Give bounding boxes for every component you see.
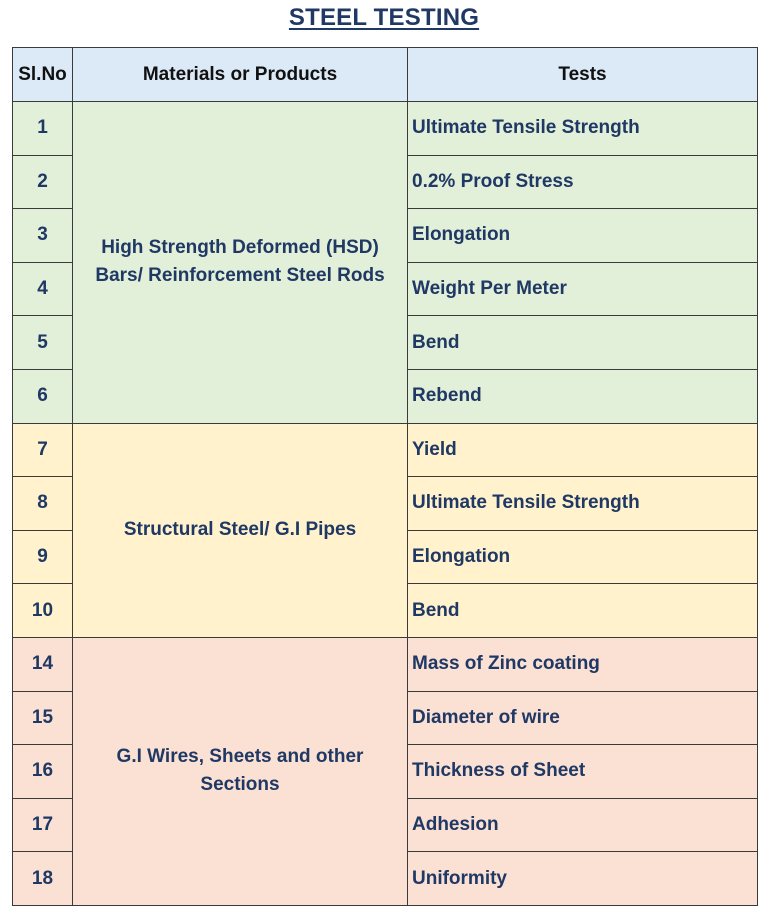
material-cell: High Strength Deformed (HSD) Bars/ Reinforcement Steel Rods	[73, 102, 408, 424]
test-cell: Bend	[408, 584, 758, 638]
test-cell: Ultimate Tensile Strength	[408, 102, 758, 156]
header-sl-no: Sl.No	[13, 48, 73, 102]
sl-no-cell: 15	[13, 691, 73, 745]
sl-no-cell: 3	[13, 209, 73, 263]
test-cell: Adhesion	[408, 798, 758, 852]
test-cell: Rebend	[408, 369, 758, 423]
sl-no-cell: 1	[13, 102, 73, 156]
sl-no-cell: 14	[13, 637, 73, 691]
sl-no-cell: 2	[13, 155, 73, 209]
sl-no-cell: 18	[13, 852, 73, 906]
test-cell: Elongation	[408, 530, 758, 584]
test-cell: Uniformity	[408, 852, 758, 906]
page-title: STEEL TESTING	[288, 4, 480, 31]
test-cell: Yield	[408, 423, 758, 477]
test-cell: 0.2% Proof Stress	[408, 155, 758, 209]
sl-no-cell: 7	[13, 423, 73, 477]
sl-no-cell: 10	[13, 584, 73, 638]
test-cell: Ultimate Tensile Strength	[408, 477, 758, 531]
header-tests: Tests	[408, 48, 758, 102]
sl-no-cell: 4	[13, 262, 73, 316]
sl-no-cell: 16	[13, 745, 73, 799]
steel-testing-table	[12, 47, 758, 906]
table-row	[13, 423, 758, 477]
sl-no-cell: 6	[13, 369, 73, 423]
table-row	[13, 637, 758, 691]
sl-no-cell: 8	[13, 477, 73, 531]
sl-no-cell: 5	[13, 316, 73, 370]
test-cell: Diameter of wire	[408, 691, 758, 745]
header-materials: Materials or Products	[73, 48, 408, 102]
test-cell: Thickness of Sheet	[408, 745, 758, 799]
material-cell: G.I Wires, Sheets and other Sections	[73, 637, 408, 905]
sl-no-cell: 17	[13, 798, 73, 852]
test-cell: Elongation	[408, 209, 758, 263]
material-cell: Structural Steel/ G.I Pipes	[73, 423, 408, 637]
test-cell: Bend	[408, 316, 758, 370]
table-row	[13, 102, 758, 156]
sl-no-cell: 9	[13, 530, 73, 584]
table-header-row	[13, 48, 758, 102]
test-cell: Weight Per Meter	[408, 262, 758, 316]
test-cell: Mass of Zinc coating	[408, 637, 758, 691]
